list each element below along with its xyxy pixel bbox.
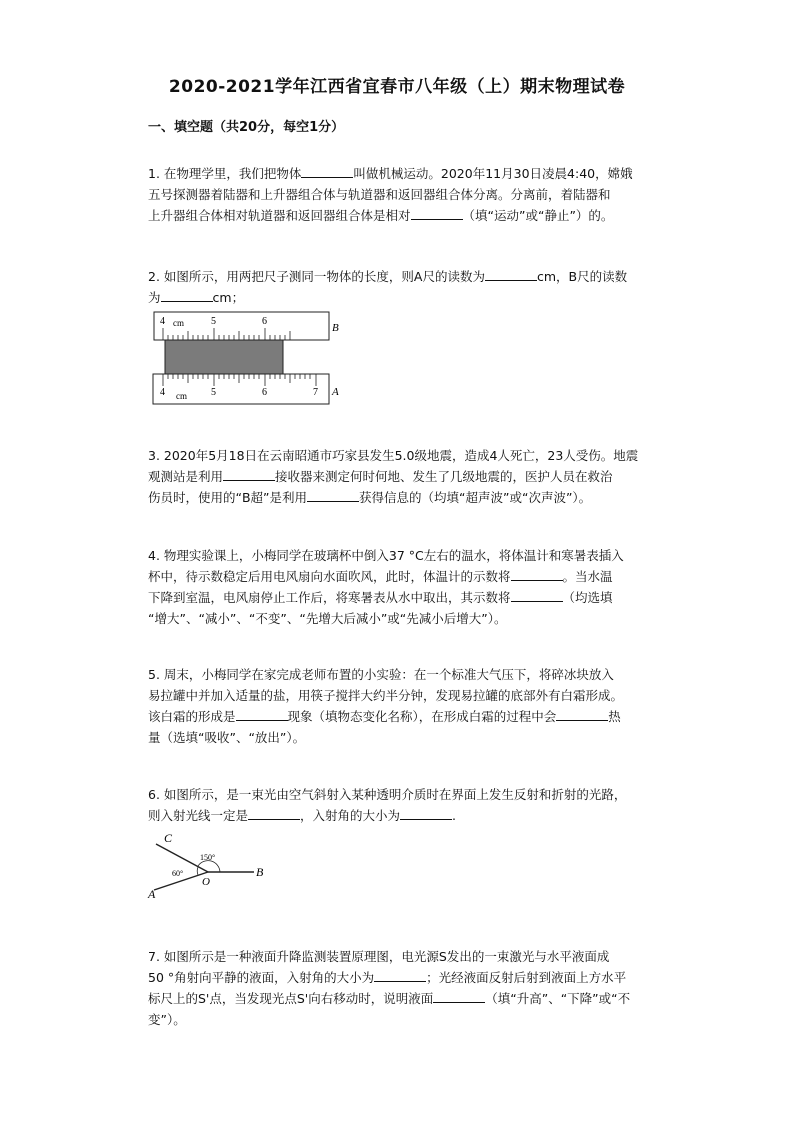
answer-blank[interactable] <box>223 467 275 481</box>
angle-60-label: 60° <box>172 869 184 878</box>
q5-text: 易拉罐中并加入适量的盐，用筷子搅拌大约半分钟，发现易拉罐的底部外有白霜形成。 <box>148 688 624 703</box>
point-a-label: A <box>148 887 156 901</box>
q7-text: （填“升高”、“下降”或“不 <box>485 991 631 1006</box>
ruler-b-tick-label: 6 <box>262 316 267 327</box>
q1-text: 上升器组合体相对轨道器和返回器组合体是相对 <box>148 208 411 223</box>
question-2 <box>148 266 688 308</box>
q1-text: 1. 在物理学里，我们把物体 <box>148 166 302 181</box>
q3-text: 3. 2020年5月18日在云南昭通市巧家县发生5.0级地震，造成4人死亡，23人受伤。地震 <box>148 448 639 463</box>
question-6 <box>148 784 688 826</box>
q5-text: 量（选填“吸收”、“放出”）。 <box>148 730 306 745</box>
section-heading: 一、填空题（共20分，每空1分） <box>148 120 345 135</box>
ruler-a-tick-label: 7 <box>313 387 318 398</box>
answer-blank[interactable] <box>307 488 359 502</box>
ruler-b-tick-label: 5 <box>211 316 216 327</box>
q2-text: cm，B尺的读数 <box>536 269 628 284</box>
q7-text: 7. 如图所示是一种液面升降监测装置原理图，电光源S发出的一束激光与水平液面成 <box>148 949 610 964</box>
q4-text: 4. 物理实验课上，小梅同学在玻璃杯中倒入37 °C左右的温水，将体温计和寒暑表插入 <box>148 548 624 563</box>
q3-text: 观测站是利用 <box>148 469 224 484</box>
q6-text: . <box>452 808 457 823</box>
answer-blank[interactable] <box>411 206 463 220</box>
q2-text: cm； <box>212 290 245 305</box>
page-title: 2020-2021学年江西省宜春市八年级（上）期末物理试卷 <box>168 77 626 97</box>
q5-text: 该白霜的形成是 <box>148 709 236 724</box>
ruler-b-tick-label: 4 <box>160 316 165 327</box>
q1-text: 叫做机械运动。2020年11月30日凌晨4:40，嫦娥 <box>353 166 633 181</box>
ruler-a-label: A <box>332 386 339 398</box>
point-o-label: O <box>202 876 210 888</box>
answer-blank[interactable] <box>511 567 563 581</box>
point-b-label: B <box>256 865 264 879</box>
q1-text: （填“运动”或“静止”）的。 <box>462 208 614 223</box>
question-4 <box>148 545 688 629</box>
q2-text: 2. 如图所示，用两把尺子测同一物体的长度，则A尺的读数为 <box>148 269 485 284</box>
q6-text: 则入射光线一定是 <box>148 808 249 823</box>
ruler-b-unit: cm <box>173 318 184 328</box>
answer-blank[interactable] <box>556 707 608 721</box>
ruler-b-label: B <box>332 322 339 334</box>
ruler-figure <box>148 310 348 408</box>
q4-text: （均选填 <box>562 590 613 605</box>
q3-text: 伤员时，使用的“B超”是利用 <box>148 490 308 505</box>
ruler-a-tick-label: 6 <box>262 387 267 398</box>
angle-150-label: 150° <box>200 853 216 862</box>
answer-blank[interactable] <box>400 806 452 820</box>
question-7 <box>148 946 688 1030</box>
q3-text: 接收器来测定何时何地、发生了几级地震的，医护人员在救治 <box>275 469 613 484</box>
ruler-a-tick-label: 5 <box>211 387 216 398</box>
q1-text: 五号探测器着陆器和上升器组合体与轨道器和返回器组合体分离。分离前，着陆器和 <box>148 187 611 202</box>
q2-text: 为 <box>148 290 161 305</box>
angle-arc-60 <box>197 867 198 875</box>
q7-text: 50 °角射向平静的液面，入射角的大小为 <box>148 970 375 985</box>
q4-text: 下降到室温，电风扇停止工作后，将寒暑表从水中取出，其示数将 <box>148 590 511 605</box>
q7-text: 变”）。 <box>148 1012 186 1027</box>
q5-text: 现象（填物态变化名称），在形成白霜的过程中会 <box>287 709 557 724</box>
q5-text: 5. 周末，小梅同学在家完成老师布置的小实验：在一个标准大气压下，将碎冰块放入 <box>148 667 614 682</box>
point-c-label: C <box>164 831 173 845</box>
answer-blank[interactable] <box>374 968 426 982</box>
measured-object <box>165 340 283 374</box>
answer-blank[interactable] <box>511 588 563 602</box>
answer-blank[interactable] <box>161 288 213 302</box>
q7-text: 标尺上的S'点，当发现光点S'向右移动时，说明液面 <box>148 991 434 1006</box>
q4-text: 杯中，待示数稳定后用电风扇向水面吹风，此时，体温计的示数将 <box>148 569 511 584</box>
q4-text: “增大”、“减小”、“不变”、“先增大后减小”或“先减小后增大”）。 <box>148 611 507 626</box>
q6-text: 6. 如图所示，是一束光由空气斜射入某种透明介质时在界面上发生反射和折射的光路， <box>148 787 627 802</box>
question-3 <box>148 445 688 508</box>
q7-text: ；光经液面反射后射到液面上方水平 <box>426 970 627 985</box>
q5-text: 热 <box>608 709 621 724</box>
q6-text: ，入射角的大小为 <box>300 808 401 823</box>
answer-blank[interactable] <box>236 707 288 721</box>
q4-text: 。当水温 <box>562 569 613 584</box>
ruler-a-unit: cm <box>176 391 187 401</box>
answer-blank[interactable] <box>301 164 353 178</box>
angle-arc-150 <box>198 861 220 872</box>
question-1 <box>148 163 688 226</box>
answer-blank[interactable] <box>433 989 485 1003</box>
q3-text: 获得信息的（均填“超声波”或“次声波”）。 <box>359 490 592 505</box>
question-5 <box>148 664 688 748</box>
answer-blank[interactable] <box>248 806 300 820</box>
answer-blank[interactable] <box>485 267 537 281</box>
light-path-figure <box>140 830 280 902</box>
ruler-a-tick-label: 4 <box>160 387 165 398</box>
